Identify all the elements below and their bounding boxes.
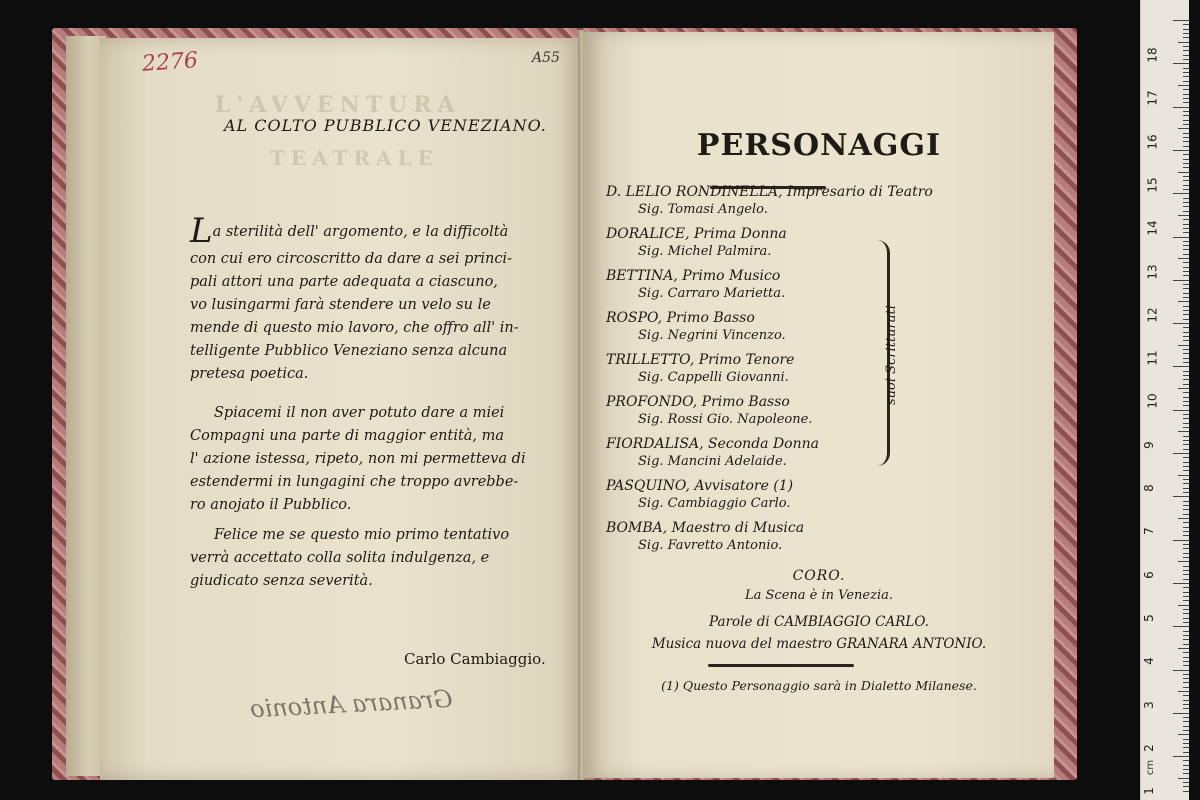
ruler-number: 6: [1141, 570, 1156, 579]
drop-cap: L: [190, 211, 213, 251]
ruler-tick: [1183, 596, 1189, 597]
libretto-author-line: Parole di CAMBIAGGIO CARLO.: [709, 614, 929, 630]
ruler-tick: [1183, 765, 1189, 766]
measuring-ruler: [1140, 0, 1189, 800]
character-name: D. LELIO RONDINELLA, Impresario di Teatro: [606, 184, 933, 200]
character-name: BOMBA, Maestro di Musica: [606, 520, 805, 536]
ruler-tick: [1178, 172, 1189, 173]
ruler-tick: [1183, 327, 1189, 328]
ruler-tick: [1173, 63, 1189, 64]
handwritten-corner-mark: A55: [532, 50, 560, 66]
ruler-number: 2: [1141, 743, 1156, 752]
paragraph-line: verrà accettato colla solita indulgenza, e: [190, 550, 490, 566]
ruler-tick: [1183, 262, 1189, 263]
ruler-tick: [1183, 146, 1189, 147]
character-name: ROSPO, Primo Basso: [606, 310, 755, 326]
ruler-tick: [1183, 332, 1189, 333]
ruler-tick: [1183, 457, 1189, 458]
ruler-tick: [1183, 371, 1189, 372]
ruler-tick: [1183, 271, 1189, 272]
ruler-tick: [1183, 574, 1189, 575]
ruler-tick: [1183, 700, 1189, 701]
character-actor: Sig. Rossi Gio. Napoleone.: [638, 412, 813, 427]
ruler-number: 11: [1145, 350, 1160, 366]
ruler-tick: [1183, 631, 1189, 632]
ruler-tick: [1183, 46, 1189, 47]
ruler-number: 18: [1145, 47, 1160, 63]
ruler-number: 17: [1145, 90, 1160, 106]
ruler-tick: [1183, 232, 1189, 233]
ruler-tick: [1183, 479, 1189, 480]
paragraph-line: pretesa poetica.: [190, 366, 309, 382]
ruler-tick: [1173, 20, 1189, 21]
ruler-tick: [1173, 626, 1189, 627]
ruler-tick: [1178, 691, 1189, 692]
ruler-tick: [1183, 527, 1189, 528]
ruler-tick: [1183, 189, 1189, 190]
ruler-tick: [1183, 358, 1189, 359]
dedication-title: AL COLTO PUBBLICO VENEZIANO.: [224, 116, 547, 135]
character-name: PASQUINO, Avvisatore (1): [606, 478, 794, 494]
ruler-tick: [1183, 488, 1189, 489]
ruler-tick: [1183, 319, 1189, 320]
ruler-tick: [1183, 336, 1189, 337]
ruler-tick: [1178, 128, 1189, 129]
ruler-tick: [1183, 314, 1189, 315]
ruler-tick: [1183, 522, 1189, 523]
paragraph-line: con cui ero circoscritto da dare a sei princi-: [190, 251, 512, 267]
ruler-tick: [1183, 544, 1189, 545]
ruler-tick: [1183, 141, 1189, 142]
character-actor: Sig. Michel Palmira.: [638, 244, 772, 259]
ruler-tick: [1183, 678, 1189, 679]
ruler-number: 1: [1141, 787, 1156, 795]
ruler-tick: [1173, 540, 1189, 541]
right-page: [584, 32, 1054, 778]
character-name: DORALICE, Prima Donna: [606, 226, 787, 242]
ruler-tick: [1183, 133, 1189, 134]
ruler-tick: [1183, 375, 1189, 376]
ruler-tick: [1183, 579, 1189, 580]
ruler-tick: [1183, 68, 1189, 69]
paragraph-line: [190, 211, 519, 251]
ruler-number: 8: [1141, 484, 1156, 492]
ruler-tick: [1178, 648, 1189, 649]
ruler-tick: [1183, 81, 1189, 82]
ruler-tick: [1183, 557, 1189, 558]
ruler-tick: [1183, 674, 1189, 675]
ruler-tick: [1183, 206, 1189, 207]
ornamental-rule: [708, 664, 854, 667]
ruler-tick: [1183, 739, 1189, 740]
ruler-tick: [1183, 635, 1189, 636]
ruler-tick: [1183, 293, 1189, 294]
ruler-tick: [1183, 531, 1189, 532]
scene-line: La Scena è in Venezia.: [745, 588, 893, 603]
ruler-tick: [1183, 717, 1189, 718]
ruler-tick: [1183, 665, 1189, 666]
ruler-tick: [1173, 193, 1189, 194]
ruler-tick: [1173, 713, 1189, 714]
ruler-tick: [1178, 215, 1189, 216]
characters-title: PERSONAGGI: [696, 128, 942, 163]
ruler-tick: [1183, 198, 1189, 199]
ruler-tick: [1178, 475, 1189, 476]
ruler-tick: [1183, 470, 1189, 471]
ruler-tick: [1183, 449, 1189, 450]
bleed-through-text: TEATRALE: [270, 146, 439, 170]
handwritten-signature-bleed: Granara Antonio: [249, 684, 454, 724]
ruler-tick: [1178, 431, 1189, 432]
ruler-tick: [1183, 379, 1189, 380]
ruler-tick: [1173, 670, 1189, 671]
ruler-tick: [1183, 423, 1189, 424]
ruler-tick: [1183, 566, 1189, 567]
ruler-tick: [1173, 323, 1189, 324]
ruler-tick: [1183, 687, 1189, 688]
ruler-tick: [1183, 24, 1189, 25]
ruler-tick: [1183, 211, 1189, 212]
ruler-tick: [1183, 401, 1189, 402]
ruler-tick: [1183, 752, 1189, 753]
ruler-tick: [1183, 384, 1189, 385]
character-name: BETTINA, Primo Musico: [606, 268, 781, 284]
ruler-tick: [1183, 509, 1189, 510]
ruler-tick: [1183, 747, 1189, 748]
ruler-number: 13: [1145, 263, 1160, 280]
ruler-tick: [1178, 561, 1189, 562]
ruler-tick: [1183, 154, 1189, 155]
ruler-number: 5: [1141, 614, 1156, 622]
ruler-tick: [1183, 592, 1189, 593]
ruler-tick: [1183, 613, 1189, 614]
ruler-tick: [1183, 167, 1189, 168]
ruler-tick: [1183, 570, 1189, 571]
ruler-tick: [1183, 111, 1189, 112]
ruler-tick: [1183, 791, 1189, 792]
character-name: TRILLETTO, Primo Tenore: [606, 352, 795, 368]
ruler-tick: [1183, 353, 1189, 354]
chorus-line: CORO.: [792, 568, 846, 584]
ruler-tick: [1183, 137, 1189, 138]
ruler-tick: [1183, 185, 1189, 186]
ruler-tick: [1173, 366, 1189, 367]
ruler-tick: [1183, 743, 1189, 744]
ruler-tick: [1178, 345, 1189, 346]
ruler-tick: [1183, 72, 1189, 73]
paragraph-line: Compagni una parte di maggior entità, ma: [190, 428, 505, 444]
ruler-tick: [1183, 245, 1189, 246]
ruler-tick: [1173, 150, 1189, 151]
ruler-tick: [1183, 224, 1189, 225]
ruler-tick: [1183, 120, 1189, 121]
ruler-tick: [1173, 237, 1189, 238]
ruler-number: 4: [1141, 657, 1156, 666]
ruler-tick: [1183, 102, 1189, 103]
brace-note: suoi Scritturati: [884, 305, 899, 405]
ruler-tick: [1183, 609, 1189, 610]
paragraph-2: [190, 402, 526, 517]
ruler-tick: [1183, 773, 1189, 774]
ruler-tick: [1183, 180, 1189, 181]
ruler-tick: [1183, 782, 1189, 783]
paragraph-line: estendermi in lungagini che troppo avrebbe-: [190, 474, 519, 490]
ruler-tick: [1183, 288, 1189, 289]
ruler-number: 12: [1145, 307, 1160, 323]
ruler-tick: [1183, 59, 1189, 60]
ruler-tick: [1183, 349, 1189, 350]
ruler-tick: [1183, 708, 1189, 709]
ruler-tick: [1183, 340, 1189, 341]
ruler-tick: [1178, 42, 1189, 43]
paragraph-3: [190, 524, 509, 593]
ruler-tick: [1183, 726, 1189, 727]
footnote: (1) Questo Personaggio sarà in Dialetto Milanese.: [661, 678, 977, 693]
ruler-tick: [1183, 405, 1189, 406]
ruler-tick: [1173, 453, 1189, 454]
ruler-tick: [1173, 280, 1189, 281]
character-actor: Sig. Carraro Marietta.: [638, 286, 786, 301]
ruler-tick: [1183, 769, 1189, 770]
ruler-tick: [1183, 219, 1189, 220]
ruler-tick: [1183, 392, 1189, 393]
paragraph-line: ro anojato il Pubblico.: [190, 497, 352, 513]
ruler-tick: [1183, 29, 1189, 30]
ruler-number: 16: [1145, 133, 1160, 150]
ruler-tick: [1183, 176, 1189, 177]
ruler-number: 3: [1141, 700, 1156, 709]
ruler-tick: [1183, 462, 1189, 463]
ruler-tick: [1178, 301, 1189, 302]
ruler-tick: [1183, 427, 1189, 428]
bleed-through-text: L'AVVENTURA: [215, 92, 461, 118]
ruler-tick: [1183, 275, 1189, 276]
character-actor: Sig. Cappelli Giovanni.: [638, 370, 789, 385]
ruler-tick: [1183, 254, 1189, 255]
ruler-tick: [1183, 89, 1189, 90]
ruler-tick: [1183, 657, 1189, 658]
ruler-tick: [1183, 163, 1189, 164]
ruler-tick: [1183, 306, 1189, 307]
ruler-tick: [1183, 397, 1189, 398]
ruler-tick: [1183, 618, 1189, 619]
ruler-tick: [1173, 410, 1189, 411]
ruler-tick: [1183, 249, 1189, 250]
ruler-tick: [1183, 535, 1189, 536]
ruler-number: 10: [1145, 393, 1160, 410]
ruler-tick: [1183, 721, 1189, 722]
ruler-tick: [1183, 115, 1189, 116]
ruler-tick: [1183, 553, 1189, 554]
ruler-tick: [1183, 704, 1189, 705]
ruler-tick: [1173, 107, 1189, 108]
ruler-tick: [1178, 388, 1189, 389]
ruler-tick: [1183, 310, 1189, 311]
ruler-tick: [1183, 587, 1189, 588]
ruler-tick: [1183, 622, 1189, 623]
ruler-tick: [1183, 414, 1189, 415]
ruler-tick: [1183, 639, 1189, 640]
character-actor: Sig. Negrini Vincenzo.: [638, 328, 786, 343]
character-name: FIORDALISA, Seconda Donna: [606, 436, 819, 452]
ruler-tick: [1183, 436, 1189, 437]
ruler-tick: [1183, 492, 1189, 493]
ruler-number: 9: [1141, 440, 1156, 449]
author-signature: Carlo Cambiaggio.: [404, 650, 546, 668]
ruler-tick: [1183, 682, 1189, 683]
ruler-tick: [1183, 652, 1189, 653]
character-name: PROFONDO, Primo Basso: [606, 394, 790, 410]
character-actor: Sig. Mancini Adelaide.: [638, 454, 787, 469]
ruler-tick: [1183, 501, 1189, 502]
ruler-tick: [1178, 85, 1189, 86]
ruler-tick: [1183, 444, 1189, 445]
character-actor: Sig. Cambiaggio Carlo.: [638, 496, 791, 511]
ruler-tick: [1183, 37, 1189, 38]
ruler-tick: [1183, 267, 1189, 268]
ruler-tick: [1183, 730, 1189, 731]
paragraph-line: Felice me se questo mio primo tentativo: [214, 527, 510, 543]
ruler-tick: [1183, 76, 1189, 77]
ruler-tick: [1183, 760, 1189, 761]
ruler-tick: [1183, 362, 1189, 363]
ruler-tick: [1183, 466, 1189, 467]
ruler-tick: [1183, 483, 1189, 484]
paragraph-line: pali attori una parte adequata a ciascuno,: [190, 274, 498, 290]
ruler-tick: [1173, 756, 1189, 757]
ruler-tick: [1178, 605, 1189, 606]
ruler-tick: [1183, 505, 1189, 506]
ruler-tick: [1183, 159, 1189, 160]
ruler-tick: [1183, 440, 1189, 441]
ruler-tick: [1183, 600, 1189, 601]
ruler-tick: [1178, 518, 1189, 519]
paragraph-line-text: a sterilità dell' argomento, e la difficoltà: [212, 224, 509, 240]
paragraph-1: [190, 211, 519, 386]
character-actor: Sig. Tomasi Angelo.: [638, 202, 768, 217]
ruler-tick: [1183, 241, 1189, 242]
ruler-tick: [1183, 695, 1189, 696]
ruler-number: 15: [1145, 177, 1160, 193]
ruler-tick: [1183, 55, 1189, 56]
ruler-tick: [1183, 124, 1189, 125]
character-actor: Sig. Favretto Antonio.: [638, 538, 783, 553]
ruler-tick: [1183, 33, 1189, 34]
ruler-tick: [1183, 98, 1189, 99]
ruler-tick: [1183, 297, 1189, 298]
paragraph-line: giudicato senza severità.: [190, 573, 373, 589]
ruler-tick: [1183, 548, 1189, 549]
paragraph-line: telligente Pubblico Veneziano senza alcuna: [190, 343, 508, 359]
ruler-tick: [1183, 661, 1189, 662]
composer-line: Musica nuova del maestro GRANARA ANTONIO.: [651, 636, 987, 652]
paragraph-line: l' azione istessa, ripeto, non mi permetteva di: [190, 451, 526, 467]
ruler-tick: [1183, 94, 1189, 95]
ruler-unit: cm: [1145, 759, 1157, 776]
ruler-tick: [1178, 778, 1189, 779]
ruler-tick: [1183, 284, 1189, 285]
ruler-tick: [1183, 228, 1189, 229]
ruler-tick: [1173, 496, 1189, 497]
ruler-tick: [1183, 50, 1189, 51]
paragraph-line: vo lusingarmi farà stendere un velo su le: [190, 297, 491, 313]
ruler-tick: [1183, 644, 1189, 645]
ruler-tick: [1173, 583, 1189, 584]
ruler-tick: [1183, 418, 1189, 419]
paragraph-line: Spiacemi il non aver potuto dare a miei: [214, 405, 505, 421]
paragraph-line: mende di questo mio lavoro, che offro all' in-: [190, 320, 519, 336]
handwritten-catalog-number: 2276: [141, 48, 199, 77]
ruler-tick: [1178, 734, 1189, 735]
ruler-number: 7: [1141, 527, 1156, 536]
ruler-number: 14: [1145, 220, 1160, 236]
ruler-tick: [1183, 786, 1189, 787]
ruler-tick: [1178, 258, 1189, 259]
ruler-tick: [1183, 202, 1189, 203]
ruler-tick: [1183, 514, 1189, 515]
